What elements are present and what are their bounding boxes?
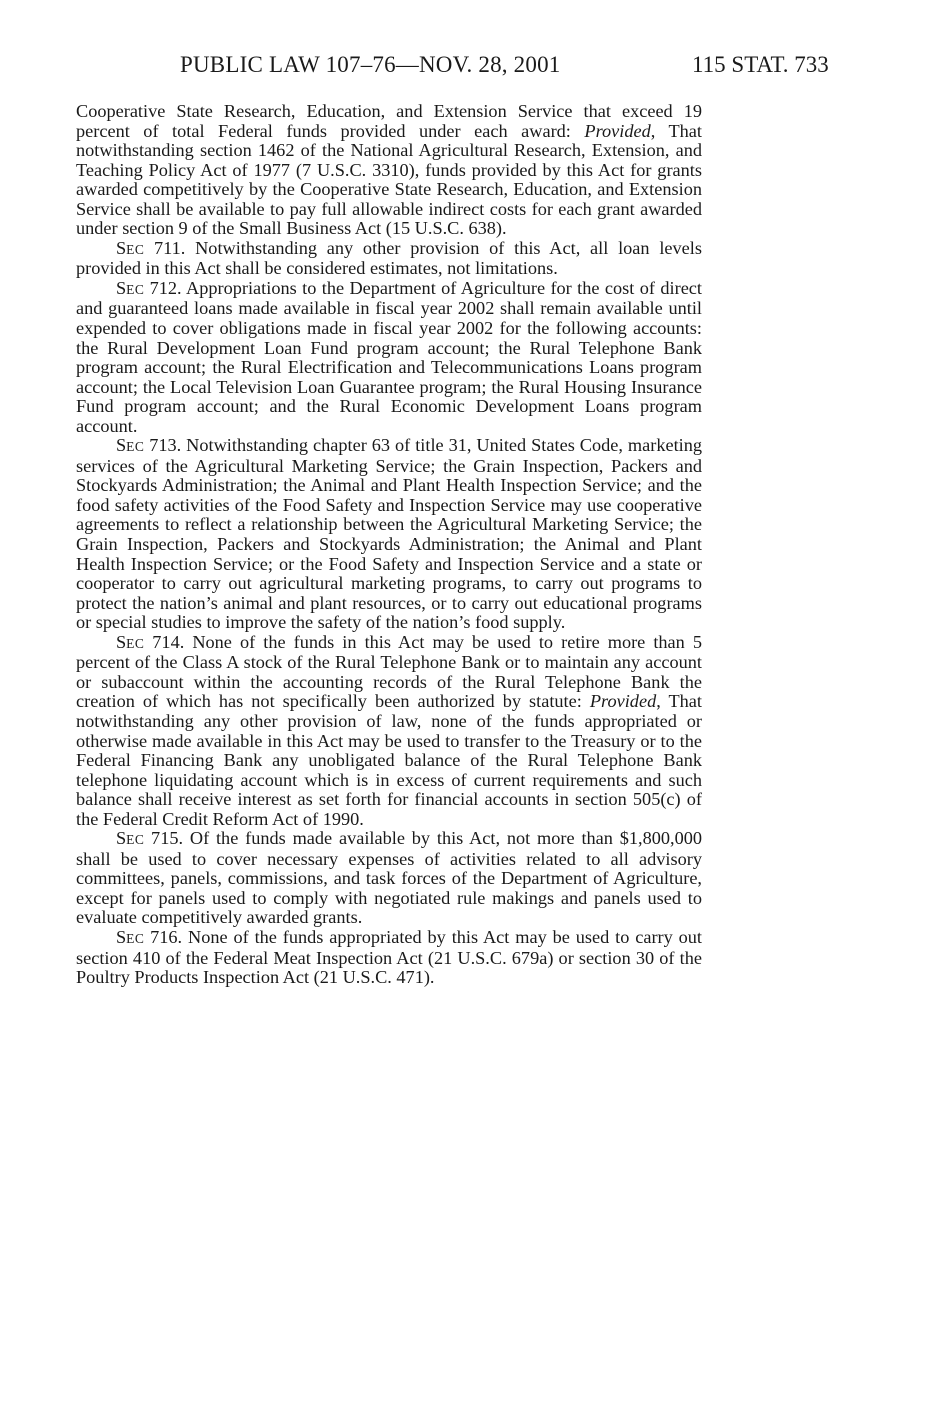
section-text: Of the funds made available by this Act, not more than $1,800,000 shall be used to cover necessary expenses of activities related to all advisory committees, panels, commissions, and task forces of the Department of Agriculture, except for panels used to comply with negotiated rule makings and panels used to evaluate competitively awarded grants. (76, 828, 703, 928)
section-712 (76, 279, 702, 436)
section-label-rest: EC (126, 635, 145, 651)
section-number: 716. (144, 926, 183, 947)
section-number: 711. (144, 237, 186, 258)
section-713 (76, 436, 702, 632)
section-711 (76, 239, 702, 279)
continuation-text-part2: , That notwithstanding section 1462 of the National Agricultural Research, Extension, and Teaching Policy Act of 1977 (7 U.S.C. 3310), funds provided by this Act for grants awarded competitively by the Cooperative State Research, Education, and Extension Service shall be available to pay full allowable indirect costs for each grant awarded under section 9 of the Small Business Act (15 U.S.C. 638). (76, 120, 703, 239)
section-text: Appropriations to the Department of Agriculture for the cost of direct and guaranteed loans made available in fiscal year 2002 shall remain available until expended to cover obligations made in fiscal year 2002 for the following accounts: the Rural Development Loan Fund program account; the Rural Telephone Bank program account; the Rural Electrification and Telecommunications Loans program account; the Local Television Loan Guarantee program; the Rural Housing Insurance Fund program account; and the Rural Economic Development Loans program account. (76, 277, 703, 436)
section-716 (76, 928, 702, 988)
provided-italic: Provided (584, 120, 651, 141)
section-label-cap: S (116, 828, 127, 849)
provided-italic: Provided (589, 691, 657, 712)
section-number: 715. (144, 828, 184, 849)
section-label-cap: S (116, 435, 127, 456)
section-text-continued: , That notwithstanding any other provision of law, none of the funds appropriated or otherwise made available in this Act may be used to transfer to the Treasury or to the Federal Financing Bank any unobligated balance of the Rural Telephone Bank telephone liquidating account which is in excess of current requirements and such balance shall receive interest as set forth for financial accounts in section 505(c) of the Federal Credit Reform Act of 1990. (76, 691, 702, 829)
section-label-cap: S (116, 926, 127, 947)
section-text: None of the funds in this Act may be used to retire more than 5 percent of the Class A stock of the Rural Telephone Bank or to maintain any account or subaccount within the accounting records of the Rural Telephone Bank the creation of which has not specifically been authorized by statute: (76, 631, 702, 712)
section-label-rest: EC (126, 832, 145, 848)
section-714 (76, 633, 702, 829)
running-header-title: PUBLIC LAW 107–76—NOV. 28, 2001 (180, 52, 561, 77)
section-text: None of the funds appropriated by this Act may be used to carry out section 410 of the Federal Meat Inspection Act (21 U.S.C. 679a) or section 30 of the Poultry Products Inspection Act (21 U.S.C. 471). (76, 926, 703, 988)
section-label-rest: EC (126, 930, 145, 946)
section-number: 712. (144, 277, 182, 298)
continuation-paragraph (76, 102, 702, 239)
continuation-text-part1: Cooperative State Research, Education, and Extension Service that exceed 19 percent of total Federal funds provided under each award: (76, 101, 702, 141)
section-label-rest: EC (126, 281, 145, 297)
section-label-rest: EC (126, 439, 145, 455)
section-number: 713. (144, 435, 182, 456)
section-text: Notwithstanding any other provision of this Act, all loan levels provided in this Act shall be considered estimates, not limitations. (76, 237, 702, 279)
section-label-cap: S (116, 631, 127, 652)
section-text: Notwithstanding chapter 63 of title 31, United States Code, marketing services of the Agricultural Marketing Service; the Grain Inspection, Packers and Stockyards Administration; the Animal and Plant Health Inspection Service; and the food safety activities of the Food Safety and Inspection Service may use cooperative agreements to reflect a relationship between the Agricultural Marketing Service; the Grain Inspection, Packers and Stockyards Administration; the Animal and Plant Health Inspection Service; or the Food Safety and Inspection Service and a state or cooperator to carry out agricultural marketing programs, to carry out programs to protect the nation’s animal and plant resources, or to carry out educational programs or special studies to improve the safety of the nation’s food supply. (76, 435, 703, 633)
section-label-cap: S (116, 277, 127, 298)
page-stat-number: 115 STAT. 733 (692, 52, 829, 77)
section-715 (76, 829, 702, 928)
section-number: 714. (144, 631, 185, 652)
section-label-rest: EC (126, 241, 145, 257)
section-label-cap: S (116, 237, 127, 258)
document-body (76, 102, 702, 988)
